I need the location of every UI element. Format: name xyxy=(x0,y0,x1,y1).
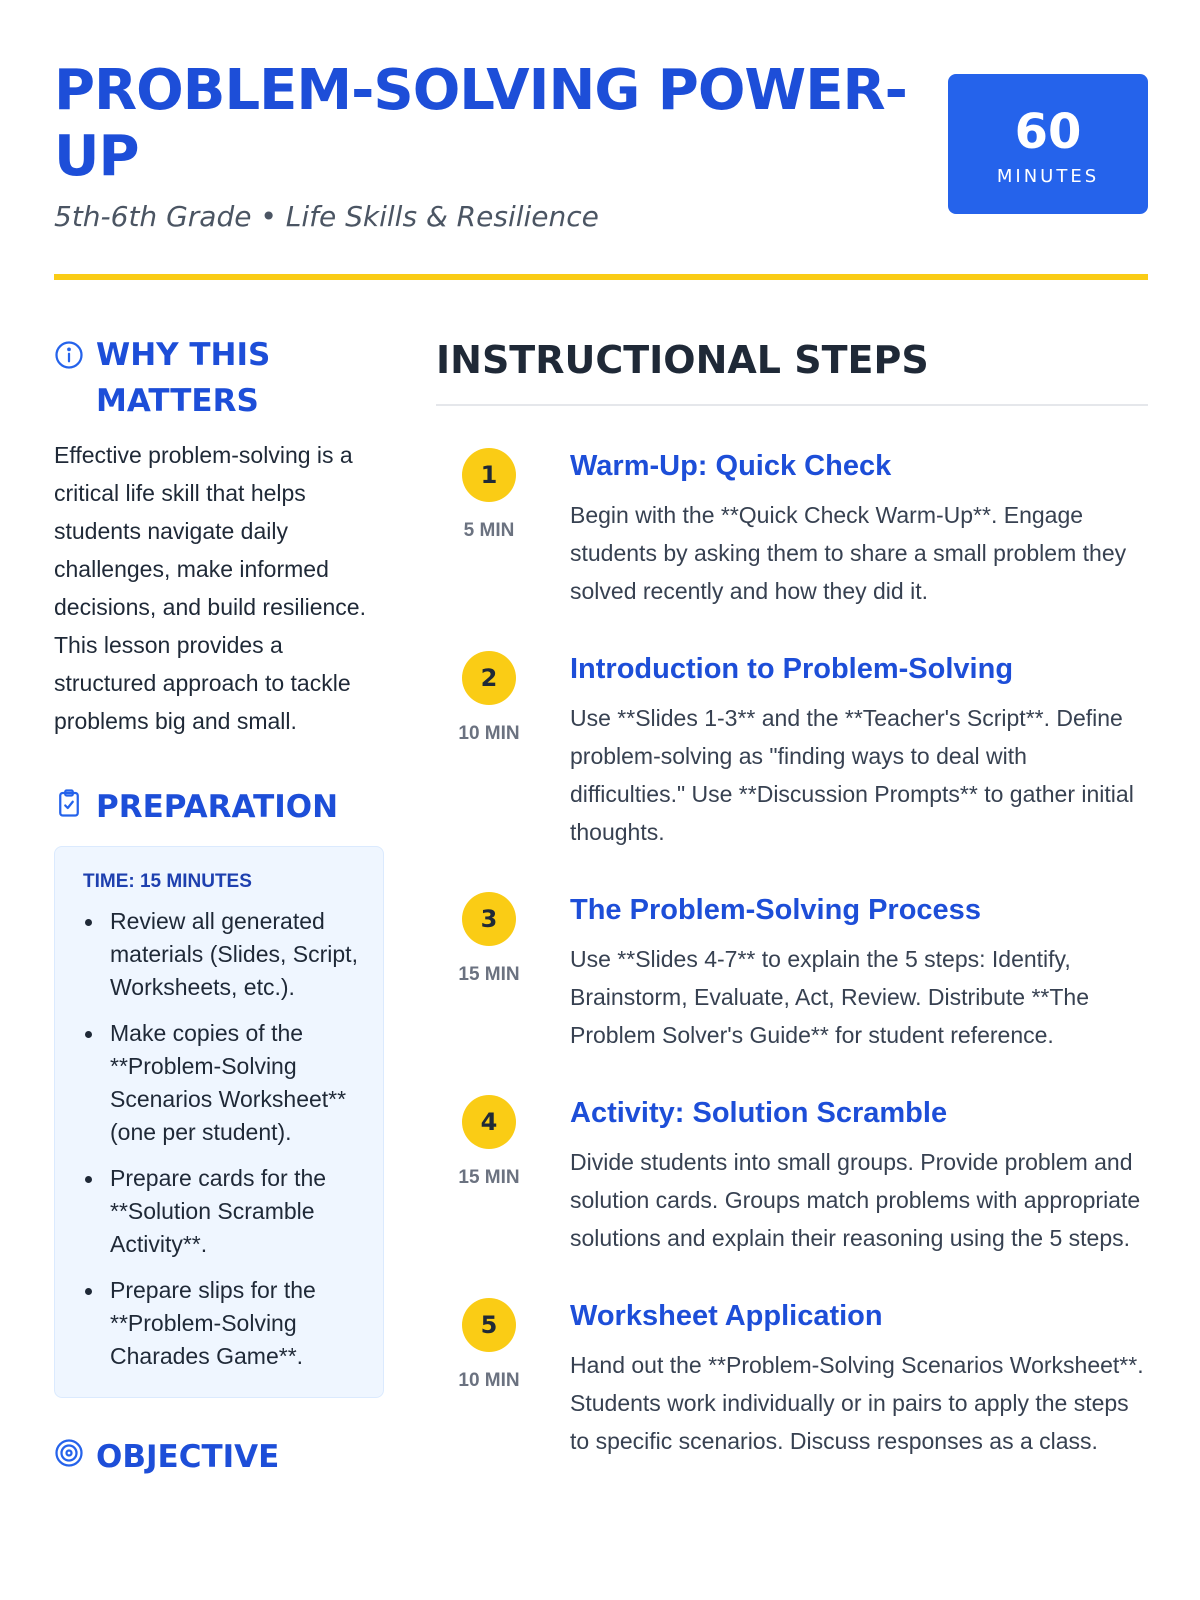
objective-section-header xyxy=(54,1434,384,1480)
step-item xyxy=(436,892,1148,1054)
why-title-line1: WHY THIS xyxy=(96,337,271,373)
step-description: Use **Slides 1-3** and the **Teacher's Script**. Define problem-solving as "finding ways to deal with difficulties." Use **Discussion Prompts** to gather initial thoughts. xyxy=(570,705,1134,845)
step-number: 3 xyxy=(462,892,516,946)
list-item: Review all generated materials (Slides, Script, Worksheets, etc.). xyxy=(83,905,365,1004)
page-subtitle: 5th-6th Grade • Life Skills & Resilience xyxy=(54,200,599,233)
step-description: Divide students into small groups. Provide problem and solution cards. Groups match problems with appropriate solutions and explain their reasoning using the 5 steps. xyxy=(570,1149,1141,1251)
clipboard-check-icon xyxy=(54,788,84,818)
why-text: Effective problem-solving is a critical life skill that helps students navigate daily challenges, make informed decisions, and build resilience. This lesson provides a structured approach to tackle problems big and small. xyxy=(54,442,366,734)
duration-label: MINUTES xyxy=(996,166,1100,187)
step-description: Hand out the **Problem-Solving Scenarios Worksheet**. Students work individually or in pairs to apply the steps to specific scenarios. Discuss responses as a class. xyxy=(570,1352,1144,1454)
objective-title: OBJECTIVE xyxy=(96,1439,280,1475)
step-number: 4 xyxy=(462,1095,516,1149)
step-time: 10 MIN xyxy=(458,1370,520,1391)
step-number: 5 xyxy=(462,1298,516,1352)
preparation-title: PREPARATION xyxy=(96,789,339,825)
step-title: Activity: Solution Scramble xyxy=(570,1097,948,1129)
preparation-section-header xyxy=(54,784,384,830)
step-time: 10 MIN xyxy=(458,723,520,744)
why-title xyxy=(96,332,270,424)
step-description: Begin with the **Quick Check Warm-Up**. Engage students by asking them to share a small problem they solved recently and how they did it. xyxy=(570,502,1127,604)
step-item xyxy=(436,1298,1148,1460)
duration-number: 60 xyxy=(1014,104,1082,160)
step-title: The Problem-Solving Process xyxy=(570,894,981,926)
why-section-header xyxy=(54,336,384,424)
step-item xyxy=(436,448,1148,610)
step-number: 1 xyxy=(462,448,516,502)
step-title: Warm-Up: Quick Check xyxy=(570,450,892,482)
preparation-time: TIME: 15 MINUTES xyxy=(83,871,252,892)
lesson-header xyxy=(54,58,1148,272)
step-item xyxy=(436,651,1148,851)
step-time: 15 MIN xyxy=(458,964,520,985)
right-column xyxy=(436,336,1148,1460)
preparation-list xyxy=(83,905,365,1373)
duration-badge xyxy=(948,74,1148,214)
why-title-line2: MATTERS xyxy=(96,383,259,419)
header-divider xyxy=(54,274,1148,280)
info-circle-icon xyxy=(54,340,84,370)
step-title: Introduction to Problem-Solving xyxy=(570,653,1014,685)
list-item: Prepare cards for the **Solution Scramble Activity**. xyxy=(83,1162,365,1261)
step-item xyxy=(436,1095,1148,1257)
list-item: Prepare slips for the **Problem-Solving Charades Game**. xyxy=(83,1274,365,1373)
step-title: Worksheet Application xyxy=(570,1300,883,1332)
step-description: Use **Slides 4-7** to explain the 5 steps: Identify, Brainstorm, Evaluate, Act, Review. Distribute **The Problem Solver's Guide** for student reference. xyxy=(570,946,1089,1048)
step-time: 5 MIN xyxy=(463,520,515,541)
list-item: Make copies of the **Problem-Solving Scenarios Worksheet** (one per student). xyxy=(83,1017,365,1149)
step-number: 2 xyxy=(462,651,516,705)
left-column xyxy=(54,336,384,1480)
steps-section-title: INSTRUCTIONAL STEPS xyxy=(436,336,1148,406)
step-time: 15 MIN xyxy=(458,1167,520,1188)
page-title: PROBLEM-SOLVING POWER-UP xyxy=(54,58,907,189)
preparation-box xyxy=(54,846,384,1398)
target-icon xyxy=(54,1438,84,1468)
